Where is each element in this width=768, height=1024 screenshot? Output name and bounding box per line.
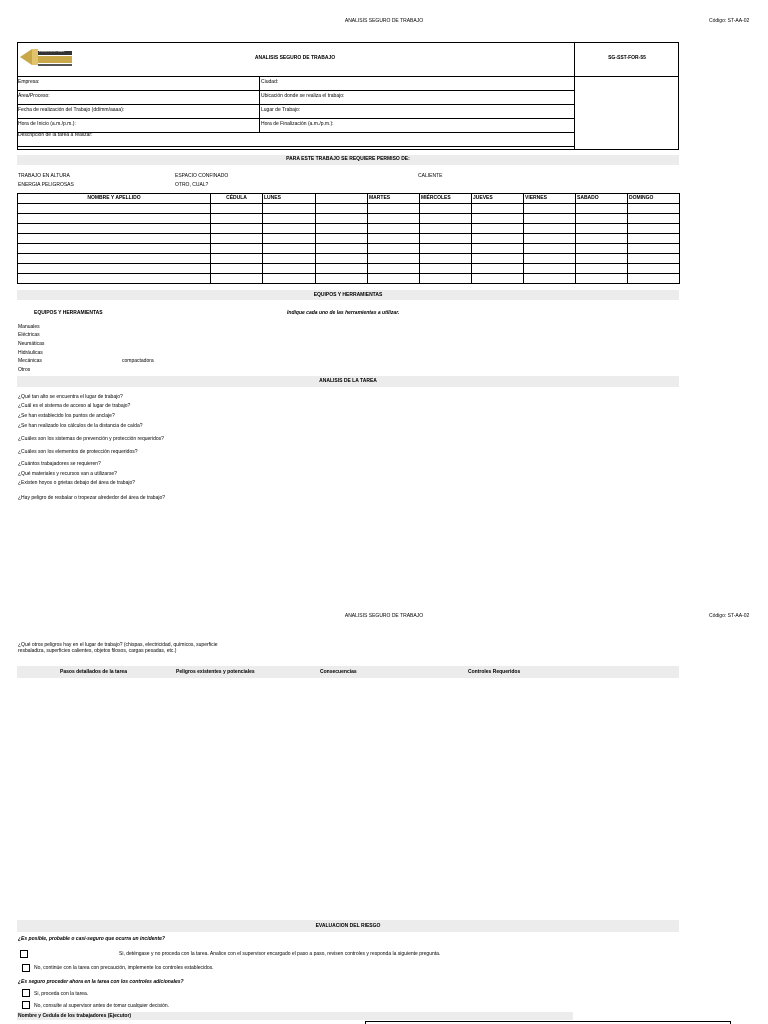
task-question-5: ¿Cuáles son los sistemas de prevención y protección requeridos? <box>18 436 164 442</box>
workers-cell[interactable] <box>18 254 211 264</box>
workers-cell[interactable] <box>524 254 576 264</box>
task-question-2: ¿Cuál es el sistema de acceso al lugar de trabajo? <box>18 403 131 409</box>
col-lunes: LUNES <box>263 194 316 204</box>
workers-cell[interactable] <box>18 244 211 254</box>
workers-cell[interactable] <box>263 204 316 214</box>
equipment-heading: EQUIPOS Y HERRAMIENTAS <box>313 292 383 298</box>
workers-body <box>18 204 680 284</box>
workers-cell[interactable] <box>368 204 420 214</box>
workers-cell[interactable] <box>472 224 524 234</box>
equip-mecanicas-value: compactadora <box>122 358 154 364</box>
workers-cell[interactable] <box>211 244 263 254</box>
page2-running-title: ANALISIS SEGURO DE TRABAJO <box>344 613 424 619</box>
permit-altura: TRABAJO EN ALTURA <box>18 173 70 179</box>
workers-cell[interactable] <box>368 264 420 274</box>
workers-cell[interactable] <box>316 244 368 254</box>
workers-row <box>18 254 680 264</box>
equip-neumaticas: Neumáticas <box>18 341 45 347</box>
workers-cell[interactable] <box>472 254 524 264</box>
workers-cell[interactable] <box>316 254 368 264</box>
col-blank <box>316 194 368 204</box>
workers-cell[interactable] <box>263 244 316 254</box>
form-title: ANALISIS SEGURO DE TRABAJO <box>254 55 336 61</box>
field-empresa: Empresa: <box>18 79 40 85</box>
col-domingo: DOMINGO <box>628 194 680 204</box>
workers-cell[interactable] <box>420 224 472 234</box>
field-ubicacion: Ubicación donde se realiza el trabajo: <box>261 93 345 99</box>
permit-energias: ENERGIA PELIGROSAS <box>18 182 74 188</box>
workers-cell[interactable] <box>420 274 472 284</box>
workers-cell[interactable] <box>576 274 628 284</box>
risk-heading: EVALUACION DEL RIESGO <box>315 923 381 929</box>
workers-cell[interactable] <box>524 214 576 224</box>
col-viernes: VIERNES <box>524 194 576 204</box>
workers-cell[interactable] <box>628 204 680 214</box>
workers-header-row <box>18 194 680 204</box>
workers-cell[interactable] <box>263 234 316 244</box>
workers-row <box>18 234 680 244</box>
workers-row <box>18 214 680 224</box>
workers-cell[interactable] <box>576 224 628 234</box>
workers-cell[interactable] <box>211 214 263 224</box>
task-heading: ANALISIS DE LA TAREA <box>319 378 377 384</box>
document-code: Código: ST-AA-02 <box>709 18 750 24</box>
equipment-subheading: EQUIPOS Y HERRAMIENTAS <box>34 310 103 316</box>
equip-hidraulicas: Hidráulicas <box>18 350 43 356</box>
q2-no-label: No, consulte al supervisor antes de tomar cualquier decisión. <box>34 1003 170 1009</box>
field-descripcion: Descripción de la tarea a realizar: <box>18 132 93 138</box>
workers-row <box>18 264 680 274</box>
workers-cell[interactable] <box>472 244 524 254</box>
col-peligros: Peligros existentes y potenciales <box>176 669 255 675</box>
workers-cell[interactable] <box>524 234 576 244</box>
q1-no-label: No, continúe con la tarea con precaución, implemente los controles establecidos. <box>34 965 214 971</box>
risk-question-2: ¿Es seguro proceder ahora en la tarea con los controles adicionales? <box>18 979 184 985</box>
risk-question-1: ¿Es posible, probable o casi-seguro que ocurra un incidente? <box>18 936 165 942</box>
field-ciudad: Ciudad: <box>261 79 279 85</box>
equip-manuales: Manuales <box>18 324 40 330</box>
workers-cell[interactable] <box>18 274 211 284</box>
workers-table <box>17 193 680 284</box>
workers-cell[interactable] <box>524 264 576 274</box>
q2-no-checkbox[interactable] <box>22 1001 30 1009</box>
permit-confinado: ESPACIO CONFINADO <box>175 173 229 179</box>
col-jueves: JUEVES <box>472 194 524 204</box>
workers-cell[interactable] <box>368 254 420 264</box>
workers-cell[interactable] <box>576 264 628 274</box>
workers-cell[interactable] <box>316 204 368 214</box>
workers-cell[interactable] <box>18 264 211 274</box>
workers-row <box>18 274 680 284</box>
hazards-question-line1: ¿Qué otros peligros hay en el lugar de trabajo? (chispas, electricidad, químicos, superficie <box>18 642 218 648</box>
workers-cell[interactable] <box>524 204 576 214</box>
task-question-6: ¿Cuáles son los elementos de protección requeridos? <box>18 449 138 455</box>
col-cedula: CÉDULA <box>211 194 263 204</box>
col-miercoles: MIÉRCOLES <box>420 194 472 204</box>
workers-cell[interactable] <box>368 234 420 244</box>
q1-yes-label: Si, deténgase y no proceda con la tarea. Analice con el supervisor encargado el paso a paso, revisen controles y responda la siguiente pregunta. <box>119 951 441 957</box>
col-consecuencias: Consecuencias <box>320 669 357 675</box>
signers-label: Nombre y Cedula de los trabajadores (Ejecutor) <box>18 1013 132 1019</box>
task-question-7: ¿Cuántos trabajadores se requieren? <box>18 461 101 467</box>
workers-cell[interactable] <box>576 214 628 224</box>
workers-cell[interactable] <box>420 204 472 214</box>
task-question-3: ¿Se han establecido los puntos de anclaje? <box>18 413 115 419</box>
workers-cell[interactable] <box>628 224 680 234</box>
task-question-1: ¿Qué tan alto se encuentra el lugar de trabajo? <box>18 394 123 400</box>
workers-cell[interactable] <box>368 274 420 284</box>
field-fecha: Fecha de realización del Trabajo (dd/mm/aaaa): <box>18 107 125 113</box>
workers-cell[interactable] <box>368 214 420 224</box>
workers-cell[interactable] <box>316 214 368 224</box>
q1-no-checkbox[interactable] <box>22 964 30 972</box>
workers-cell[interactable] <box>628 274 680 284</box>
workers-cell[interactable] <box>368 224 420 234</box>
workers-cell[interactable] <box>420 254 472 264</box>
logo-text: CONSTRUCTORA <box>39 49 65 53</box>
hazards-question-line2: resbaladiza, superficies calientes, objetos filosos, cargas pesadas, etc.) <box>18 648 177 654</box>
workers-cell[interactable] <box>263 224 316 234</box>
equipment-instruction: Indique cada uno de las herramientas a utilizar. <box>287 310 400 316</box>
workers-cell[interactable] <box>524 244 576 254</box>
workers-cell[interactable] <box>368 244 420 254</box>
running-title: ANALISIS SEGURO DE TRABAJO <box>344 18 424 24</box>
workers-cell[interactable] <box>263 274 316 284</box>
workers-cell[interactable] <box>316 264 368 274</box>
form-code: SG-SST-FOR-55 <box>608 55 646 61</box>
q2-yes-label: Si, proceda con la tarea. <box>34 991 89 997</box>
workers-cell[interactable] <box>472 214 524 224</box>
page2-document-code: Código: ST-AA-02 <box>709 613 750 619</box>
col-sabado: SABADO <box>576 194 628 204</box>
workers-cell[interactable] <box>263 264 316 274</box>
workers-cell[interactable] <box>18 214 211 224</box>
workers-cell[interactable] <box>211 234 263 244</box>
workers-cell[interactable] <box>18 204 211 214</box>
workers-cell[interactable] <box>628 264 680 274</box>
equip-mecanicas: Mecánicas <box>18 358 42 364</box>
workers-cell[interactable] <box>524 224 576 234</box>
workers-cell[interactable] <box>316 224 368 234</box>
workers-cell[interactable] <box>211 224 263 234</box>
workers-row <box>18 224 680 234</box>
field-area-proceso: Área/Proceso: <box>18 93 50 99</box>
workers-cell[interactable] <box>576 204 628 214</box>
workers-cell[interactable] <box>472 204 524 214</box>
workers-cell[interactable] <box>628 244 680 254</box>
field-lugar: Lugar de Trabajo: <box>261 107 301 113</box>
company-logo <box>18 45 74 71</box>
task-question-4: ¿Se han realizado los cálculos de la distancia de caída? <box>18 423 143 429</box>
workers-cell[interactable] <box>576 244 628 254</box>
field-hora-fin: Hora de Finalización (a.m./p.m.): <box>261 121 334 127</box>
col-martes: MARTES <box>368 194 420 204</box>
permit-caliente: CALIENTE <box>418 173 443 179</box>
workers-cell[interactable] <box>211 254 263 264</box>
equip-otros: Otros <box>18 367 31 373</box>
workers-cell[interactable] <box>263 214 316 224</box>
workers-cell[interactable] <box>211 274 263 284</box>
col-pasos: Pasos detallados de la tarea <box>60 669 127 675</box>
col-nombre: NOMBRE Y APELLIDO <box>18 194 211 204</box>
permit-otro: OTRO, CUAL? <box>175 182 209 188</box>
workers-cell[interactable] <box>524 274 576 284</box>
task-question-9: ¿Existen hoyos o grietas debajo del área de trabajo? <box>18 480 136 486</box>
workers-cell[interactable] <box>472 234 524 244</box>
workers-cell[interactable] <box>576 254 628 264</box>
workers-cell[interactable] <box>316 274 368 284</box>
workers-cell[interactable] <box>420 264 472 274</box>
workers-cell[interactable] <box>263 254 316 264</box>
q2-yes-checkbox[interactable] <box>22 989 30 997</box>
workers-cell[interactable] <box>211 264 263 274</box>
field-hora-inicio: Hora de Inicio (a.m./p.m.): <box>18 121 76 127</box>
workers-row <box>18 244 680 254</box>
workers-cell[interactable] <box>628 254 680 264</box>
workers-cell[interactable] <box>18 224 211 234</box>
workers-cell[interactable] <box>420 214 472 224</box>
workers-cell[interactable] <box>316 234 368 244</box>
workers-cell[interactable] <box>628 214 680 224</box>
q1-yes-checkbox[interactable] <box>20 950 28 958</box>
task-question-10: ¿Hay peligro de resbalar o tropezar alrededor del área de trabajo? <box>18 495 166 501</box>
col-controles: Controles Requeridos <box>468 669 521 675</box>
workers-row <box>18 204 680 214</box>
permits-heading: PARA ESTE TRABAJO SE REQUIERE PERMISO DE: <box>286 156 410 162</box>
workers-cell[interactable] <box>420 234 472 244</box>
equip-electricas: Eléctricas <box>18 332 40 338</box>
workers-cell[interactable] <box>18 234 211 244</box>
task-question-8: ¿Qué materiales y recursos van a utilizarse? <box>18 471 117 477</box>
workers-cell[interactable] <box>628 234 680 244</box>
workers-cell[interactable] <box>211 204 263 214</box>
workers-cell[interactable] <box>472 264 524 274</box>
workers-cell[interactable] <box>420 244 472 254</box>
workers-cell[interactable] <box>472 274 524 284</box>
workers-cell[interactable] <box>576 234 628 244</box>
